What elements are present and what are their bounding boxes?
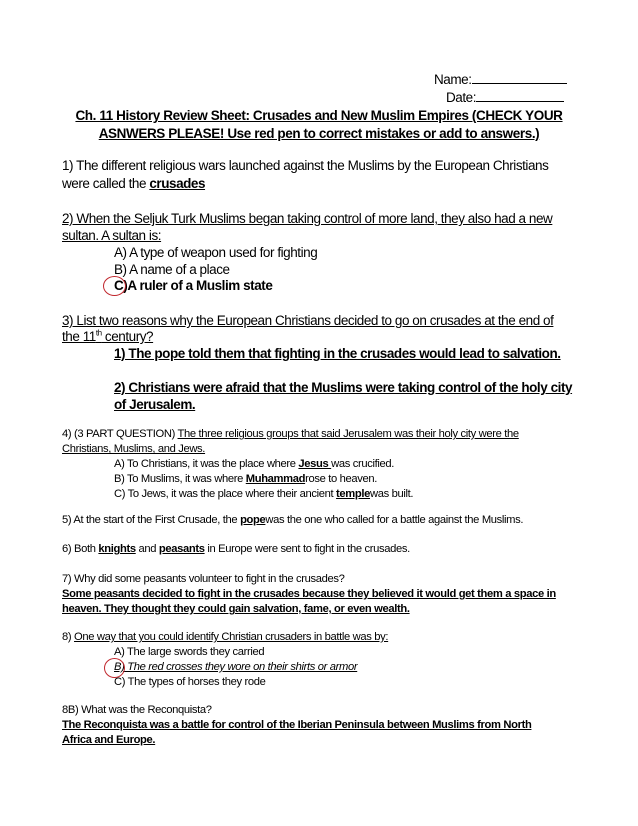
q4-option-b [114, 473, 377, 485]
q7-answer-line-1: Some peasants decided to fight in the crusades because they believed it would get them a space in [62, 588, 556, 600]
q2-option-b: B) A name of a place [114, 262, 230, 277]
q5-line [62, 514, 523, 526]
q4-c-suffix: was built. [370, 488, 414, 500]
q4-line-2: Christians, Muslims, and Jews. [62, 443, 206, 455]
q8-line [62, 631, 388, 643]
q8-option-a: A) The large swords they carried [114, 646, 265, 658]
q8b-answer-line-2: Africa and Europe. [62, 734, 156, 746]
q2-answer-circle [103, 276, 126, 296]
q5-suffix: was the one who called for a battle against the Muslims. [265, 514, 524, 526]
date-label: Date: [446, 90, 477, 105]
q6-answer-2: peasants [158, 543, 205, 555]
q2-line-2: sultan. A sultan is: [62, 228, 162, 243]
q8b-question: 8B) What was the Reconquista? [62, 704, 212, 716]
date-blank[interactable] [476, 89, 564, 102]
q2-option-c-text: A ruler of a Muslim state [127, 278, 273, 293]
q4-option-c [114, 488, 413, 500]
q8-question: One way that you could identify Christian crusaders in battle was by: [74, 631, 389, 643]
q3-answer-2-line-1: 2) Christians were afraid that the Muslims were taking control of the holy city [114, 380, 573, 395]
q3-sup: th [95, 328, 102, 338]
q4-c-answer: temple [336, 488, 371, 500]
q5-prefix: 5) At the start of the First Crusade, the [62, 514, 241, 526]
q8b-answer-line-1: The Reconquista was a battle for control of the Iberian Peninsula between Muslims from North [62, 719, 532, 731]
q3-suffix: century? [101, 329, 154, 344]
date-field[interactable] [446, 89, 564, 105]
q6-suffix: in Europe were sent to fight in the crusades. [204, 543, 410, 555]
q3-answer-1: 1) The pope told them that fighting in the crusades would lead to salvation. [114, 346, 561, 361]
q8-option-b: B) The red crosses they wore on their shirts or armor [114, 661, 358, 673]
q1-prefix: were called the [62, 176, 150, 191]
q2-line-1: 2) When the Seljuk Turk Muslims began taking control of more land, they also had a new [62, 211, 553, 226]
q5-answer: pope [240, 514, 266, 526]
q2-option-c-letter: C) [114, 278, 128, 293]
q2-option-c [114, 278, 272, 293]
q7-question: 7) Why did some peasants volunteer to fight in the crusades? [62, 573, 345, 585]
q6-answer-1: knights [98, 543, 136, 555]
q4-line-1 [62, 428, 519, 440]
q4-c-prefix: C) To Jews, it was the place where their ancient [114, 488, 337, 500]
q1-line-2 [62, 176, 205, 191]
q4-a-answer: Jesus [298, 458, 332, 470]
q3-line-2 [62, 329, 153, 344]
page-title-line-1: Ch. 11 History Review Sheet: Crusades and New Muslim Empires (CHECK YOUR [75, 108, 563, 123]
page-title-line-2: ASNWERS PLEASE! Use red pen to correct mistakes or add to answers.) [98, 126, 540, 141]
name-blank[interactable] [472, 71, 567, 84]
q4-prefix: 4) (3 PART QUESTION) [62, 428, 178, 440]
q3-line-1: 3) List two reasons why the European Christians decided to go on crusades at the end of [62, 313, 554, 328]
q8-answer-circle [104, 658, 125, 678]
q4-a-suffix: was crucified. [331, 458, 395, 470]
q1-answer: crusades [149, 176, 206, 191]
q6-line [62, 543, 410, 555]
q4-b-suffix: rose to heaven. [305, 473, 377, 485]
name-label: Name: [434, 72, 472, 87]
q4-b-answer: Muhammad [245, 473, 306, 485]
name-field[interactable] [434, 71, 567, 87]
q7-answer-line-2: heaven. They thought they could gain salvation, fame, or even wealth. [62, 603, 410, 615]
q8-prefix: 8) [62, 631, 75, 643]
q6-middle: and [135, 543, 159, 555]
q6-prefix: 6) Both [62, 543, 99, 555]
q8-option-c: C) The types of horses they rode [114, 676, 266, 688]
q3-prefix: the 11 [62, 329, 96, 344]
q3-answer-2-line-2: of Jerusalem. [114, 397, 196, 412]
q1-line-1: 1) The different religious wars launched against the Muslims by the European Christians [62, 158, 549, 173]
q4-option-a [114, 458, 394, 470]
q4-b-prefix: B) To Muslims, it was where [114, 473, 246, 485]
q4-question-1: The three religious groups that said Jerusalem was their holy city were the [177, 428, 519, 440]
q2-option-a: A) A type of weapon used for fighting [114, 245, 318, 260]
q4-a-prefix: A) To Christians, it was the place where [114, 458, 299, 470]
